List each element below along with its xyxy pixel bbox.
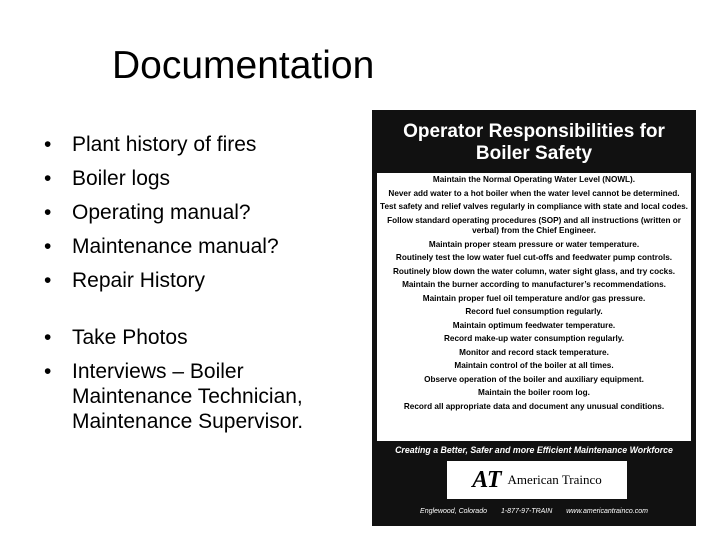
bullet-item: • Boiler logs [44,167,171,190]
responsibility-item: Maintain proper fuel oil temperature and/or gas pressure. [422,293,646,303]
poster-tagline: Creating a Better, Safer and more Efficient Maintenance Workforce [395,445,673,455]
bullet-item: • Repair History [44,269,206,292]
responsibility-item: Maintain the Normal Operating Water Level (NOWL). [432,175,636,184]
responsibility-item: Maintain optimum feedwater temperature. [452,320,616,330]
responsibility-item: Maintain proper steam pressure or water temperature. [428,239,640,249]
bullet-item: • Interviews – Boiler Maintenance Technician, Maintenance Supervisor. [44,360,304,433]
bullet-item: • Operating manual? [44,201,251,224]
responsibility-item: Follow standard operating procedures (SOP) and all instructions (written or verbal) from the Chief Engineer. [387,215,681,235]
responsibility-item: Record all appropriate data and document any unusual conditions. [403,401,665,411]
poster-footer [377,441,691,521]
company-logo [447,461,627,499]
responsibility-item: Maintain control of the boiler at all times. [454,361,614,370]
responsibility-item: Maintain the boiler room log. [478,388,590,397]
bullet-item: • Plant history of fires [44,133,257,156]
logo-mark: AT [472,466,502,493]
safety-poster [372,110,696,526]
responsibility-item: Observe operation of the boiler and auxiliary equipment. [424,374,644,384]
poster-title: Operator Responsibilities for Boiler Safety [377,115,691,173]
slide-title: Documentation [112,44,375,87]
responsibility-item: Never add water to a hot boiler when the water level cannot be determined. [388,188,680,198]
logo-name: American Trainco [507,472,602,487]
contact-info: Englewood, Colorado 1-877-97-TRAIN www.americantrainco.com [420,508,648,515]
responsibility-item: Test safety and relief valves regularly in compliance with state and local codes. [380,202,688,211]
responsibility-item: Maintain the burner according to manufacturer’s recommendations. [402,280,666,289]
responsibility-list [377,175,691,415]
responsibility-item: Record fuel consumption regularly. [465,307,603,316]
responsibility-item: Monitor and record stack temperature. [459,347,609,357]
bullet-item: • Take Photos [44,326,188,349]
bullet-list [44,132,354,443]
responsibility-item: Record make-up water consumption regularly. [443,334,624,343]
bullet-item: • Maintenance manual? [44,235,279,258]
responsibility-item: Routinely test the low water fuel cut-offs and feedwater pump controls. [395,253,673,262]
responsibility-item: Routinely blow down the water column, water sight glass, and try cocks. [392,266,676,276]
